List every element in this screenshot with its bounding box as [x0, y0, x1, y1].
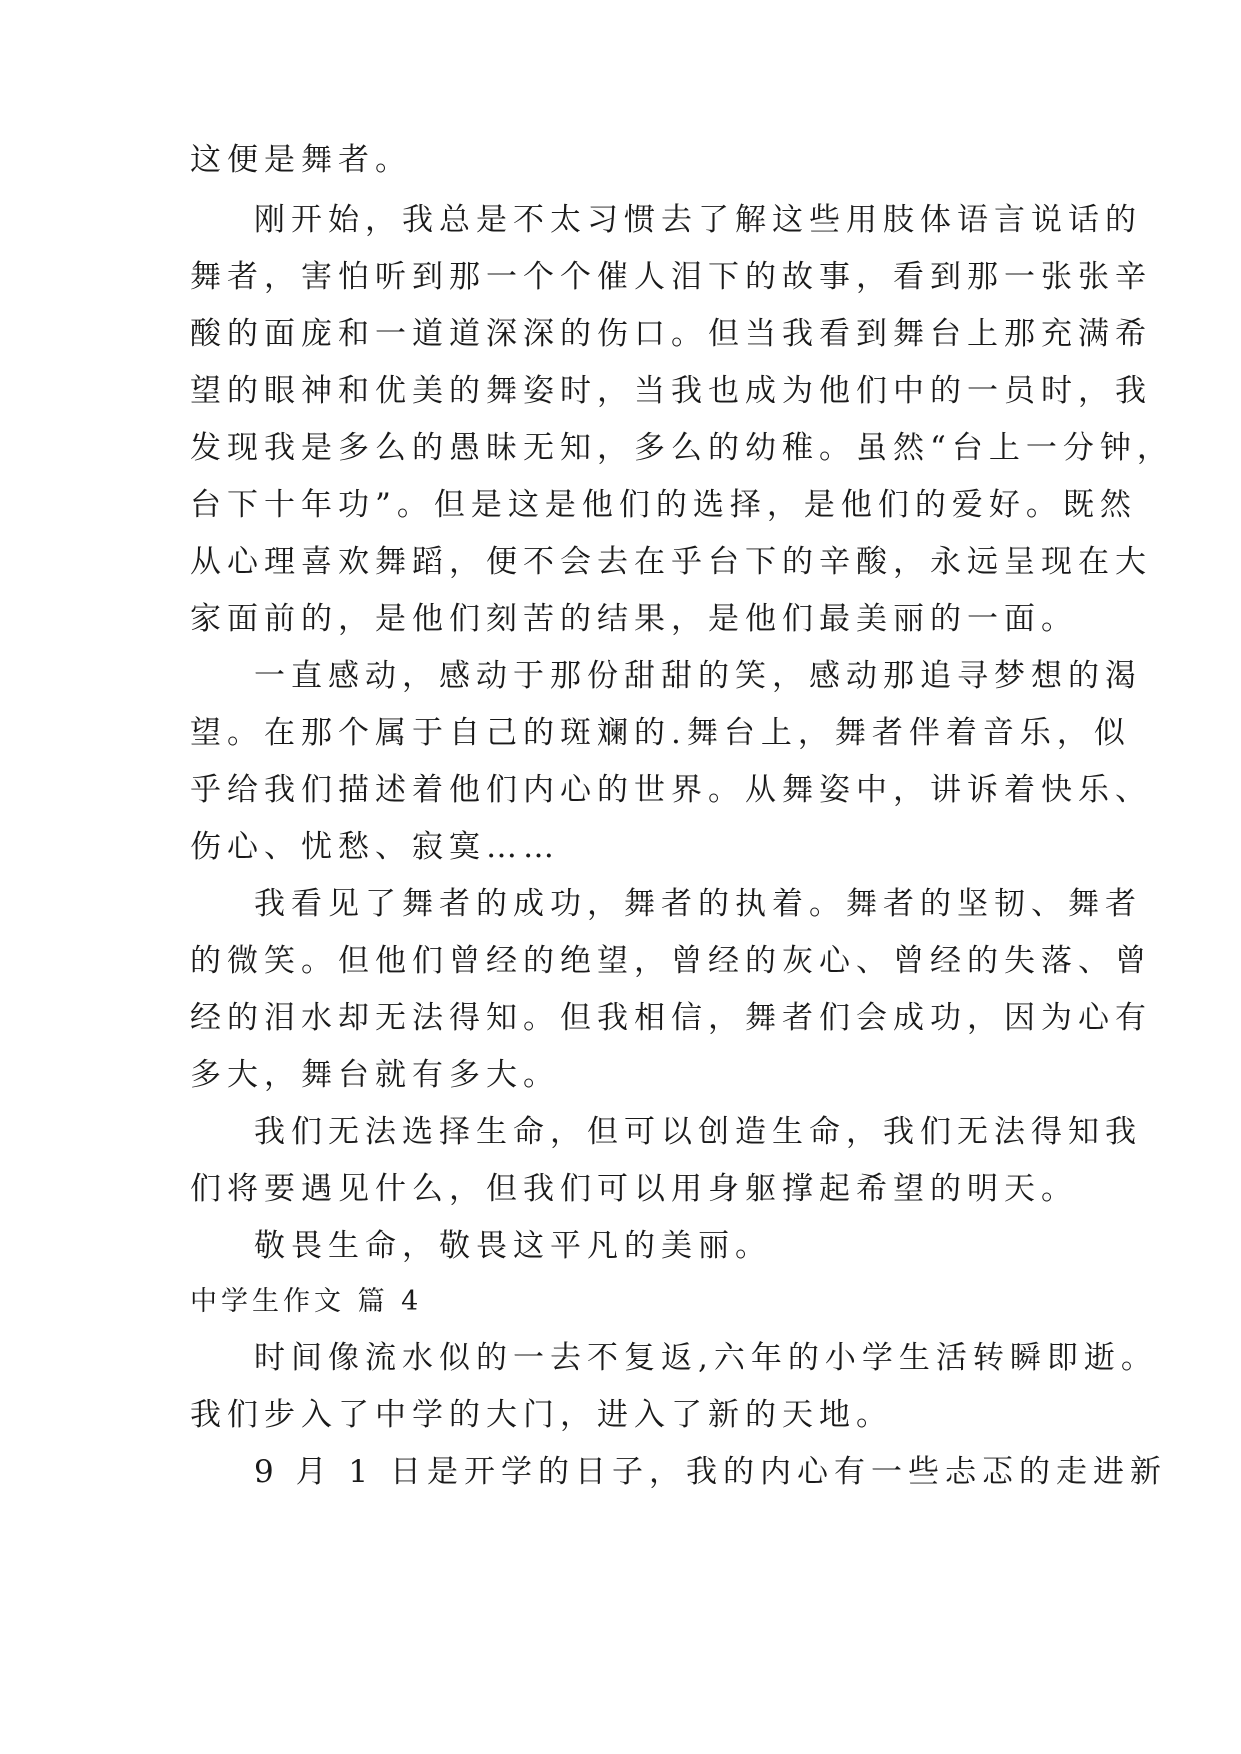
- paragraph-line: 刚开始，我总是不太习惯去了解这些用肢体语言说话的: [254, 202, 1142, 238]
- paragraph-line: 舞者，害怕听到那一个个催人泪下的故事，看到那一张张辛: [190, 259, 1152, 295]
- paragraph-line: 这便是舞者。: [190, 142, 412, 178]
- paragraph-line: 发现我是多么的愚昧无知，多么的幼稚。虽然“台上一分钟，: [190, 430, 1174, 466]
- section-heading: 中学生作文 篇 4: [190, 1286, 423, 1317]
- paragraph-line: 多大，舞台就有多大。: [190, 1057, 560, 1093]
- paragraph-line: 台下十年功”。但是这是他们的选择，是他们的爱好。既然: [190, 487, 1137, 523]
- paragraph-line: 9 月 1 日是开学的日子，我的内心有一些忐忑的走进新: [254, 1454, 1168, 1490]
- paragraph-line: 望。在那个属于自己的斑斓的.舞台上，舞者伴着音乐，似: [190, 715, 1131, 751]
- paragraph-line: 望的眼神和优美的舞姿时，当我也成为他们中的一员时，我: [190, 373, 1152, 409]
- paragraph-line: 们将要遇见什么，但我们可以用身躯撑起希望的明天。: [190, 1171, 1078, 1207]
- paragraph-line: 时间像流水似的一去不复返,六年的小学生活转瞬即逝。: [254, 1340, 1158, 1376]
- paragraph-line: 我看见了舞者的成功，舞者的执着。舞者的坚韧、舞者: [254, 886, 1142, 922]
- paragraph-line: 酸的面庞和一道道深深的伤口。但当我看到舞台上那充满希: [190, 316, 1152, 352]
- paragraph-line: 家面前的，是他们刻苦的结果，是他们最美丽的一面。: [190, 601, 1078, 637]
- paragraph-line: 我们步入了中学的大门，进入了新的天地。: [190, 1397, 893, 1433]
- paragraph-line: 一直感动，感动于那份甜甜的笑，感动那追寻梦想的渴: [254, 658, 1142, 694]
- paragraph-line: 从心理喜欢舞蹈，便不会去在乎台下的辛酸，永远呈现在大: [190, 544, 1152, 580]
- paragraph-line: 我们无法选择生命，但可以创造生命，我们无法得知我: [254, 1114, 1142, 1150]
- paragraph-line: 伤心、忧愁、寂寞……: [190, 829, 560, 865]
- paragraph-line: 的微笑。但他们曾经的绝望，曾经的灰心、曾经的失落、曾: [190, 943, 1152, 979]
- paragraph-line: 乎给我们描述着他们内心的世界。从舞姿中，讲诉着快乐、: [190, 772, 1152, 808]
- paragraph-line: 经的泪水却无法得知。但我相信，舞者们会成功，因为心有: [190, 1000, 1152, 1036]
- paragraph-line: 敬畏生命，敬畏这平凡的美丽。: [254, 1228, 772, 1264]
